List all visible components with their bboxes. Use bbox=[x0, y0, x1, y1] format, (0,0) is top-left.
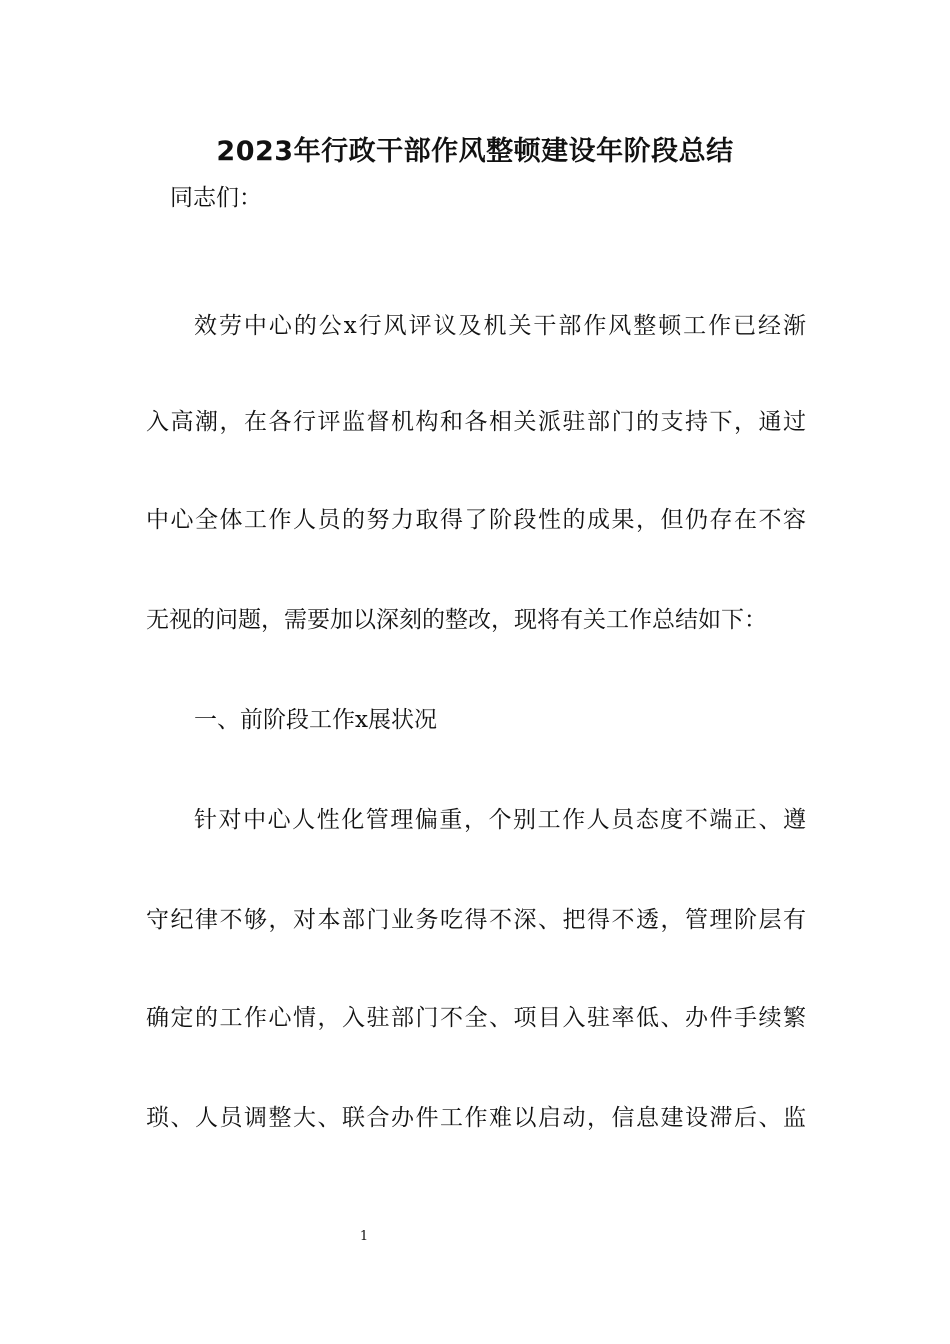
paragraph-2-line-2: 守纪律不够，对本部门业务吃得不深、把得不透，管理阶层有 bbox=[146, 907, 806, 933]
page-number: 1 bbox=[359, 1229, 369, 1244]
salutation: 同志们： bbox=[170, 185, 262, 211]
section-1-heading: 一、前阶段工作x展状况 bbox=[194, 707, 437, 733]
paragraph-1-line-3: 中心全体工作人员的努力取得了阶段性的成果，但仍存在不容 bbox=[146, 507, 806, 533]
document-title: 2023年行政干部作风整顿建设年阶段总结 bbox=[216, 136, 734, 167]
paragraph-1-line-2: 入高潮，在各行评监督机构和各相关派驻部门的支持下，通过 bbox=[146, 409, 806, 435]
paragraph-2-line-4: 琐、人员调整大、联合办件工作难以启动，信息建设滞后、监 bbox=[146, 1105, 806, 1131]
paragraph-2-line-3: 确定的工作心情，入驻部门不全、项目入驻率低、办件手续繁 bbox=[146, 1005, 806, 1031]
paragraph-2-line-1: 针对中心人性化管理偏重，个别工作人员态度不端正、遵 bbox=[194, 807, 806, 833]
paragraph-1-line-1: 效劳中心的公x行风评议及机关干部作风整顿工作已经渐 bbox=[194, 313, 806, 339]
paragraph-1-line-4: 无视的问题，需要加以深刻的整改，现将有关工作总结如下： bbox=[146, 607, 767, 633]
